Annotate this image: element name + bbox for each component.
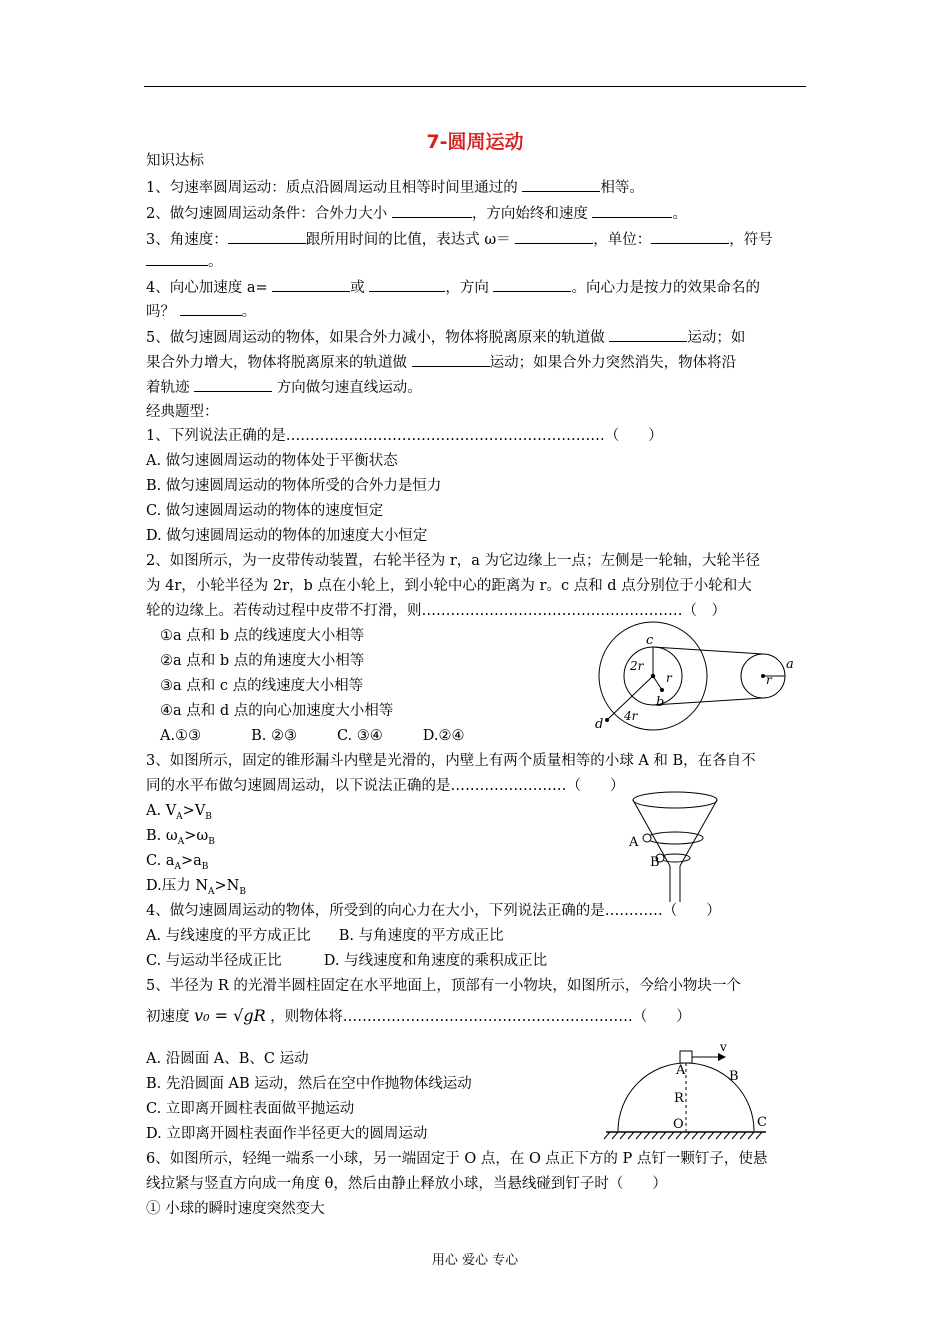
label-4r: 4r [624, 709, 638, 723]
q6-option-1: ① 小球的瞬时速度突然变大 [146, 1201, 325, 1217]
k5-text-c: 果合外力增大，物体将脱离原来的轨道做 [146, 355, 412, 371]
k3-blank-1 [228, 229, 306, 244]
q4-stem: 4、做匀速圆周运动的物体，所受到的向心力在大小，下列说法正确的是…………（ ） [146, 903, 721, 919]
k4-text-c: ，方向 [445, 280, 494, 296]
q3-option-a: A. $V_A>V_B$ [146, 803, 212, 822]
k4-blank-4 [180, 301, 242, 316]
q1-option-a: A. 做匀速圆周运动的物体处于平衡状态 [146, 453, 398, 469]
q5-line-2a: 初速度 [146, 1009, 190, 1025]
q3-line-2: 同的水平布做匀速圆周运动，以下说法正确的是……………………（ ） [146, 778, 625, 794]
k1-text-a: 1、匀速率圆周运动：质点沿圆周运动且相等时间里通过的 [146, 180, 523, 196]
q4-option-c: C. 与运动半径成正比 [146, 953, 282, 969]
k4-blank-1 [272, 277, 350, 292]
q5-line-1: 5、半径为 R 的光滑半圆柱固定在水平地面上，顶部有一小物块，如图所示，今给小物块一个 [146, 978, 741, 994]
k4-text-d: 。向心力是按力的效果命名的 [571, 280, 760, 296]
k5-text-b: 运动；如 [687, 330, 746, 346]
k5-text-e: 着轨迹 [146, 380, 195, 396]
q2-answer-d: D.②④ [422, 728, 465, 744]
k3-blank-2 [515, 229, 593, 244]
k2-text-a: 2、做匀速圆周运动条件：合外力大小 [146, 206, 392, 222]
q1-option-c: C. 做匀速圆周运动的物体的速度恒定 [146, 503, 384, 519]
header-rule [144, 86, 806, 87]
orbit-a [647, 832, 703, 844]
k5-line-3 [146, 377, 422, 398]
label-ball-b: B [650, 855, 660, 870]
k2-line [146, 203, 687, 224]
q2-line-2: 为 4r，小轮半径为 2r，b 点在小轮上，到小轮中心的距离为 r。c 点和 d 点分别位于小轮和大 [146, 578, 752, 594]
q4-option-d: D. 与线速度和角速度的乘积成正比 [323, 953, 548, 969]
q5-line-2b: ，则物体将……………………………………………………（ ） [270, 1009, 691, 1025]
label-b: b [656, 695, 665, 710]
q1-option-b: B. 做匀速圆周运动的物体所受的合外力是恒力 [146, 478, 442, 494]
k5-blank-2 [412, 352, 490, 367]
q2-answer-b: B. ②③ [251, 728, 297, 744]
belt-drive-figure [590, 620, 800, 732]
center-dot [651, 674, 655, 678]
label-r-right: r [766, 673, 772, 687]
belt-bottom [653, 698, 763, 705]
funnel-right-wall [680, 800, 717, 866]
page-footer: 用心 爱心 专心 [431, 1253, 519, 1268]
k3-text-a: 3、角速度： [146, 232, 228, 248]
k5-text-a: 5、做匀速圆周运动的物体，如果合外力减小，物体将脱离原来的轨道做 [146, 330, 610, 346]
k3-text-d: ，符号 [729, 232, 773, 248]
k1-blank [522, 177, 600, 192]
k2-blank-2 [592, 203, 672, 218]
q5-option-d: D. 立即离开圆柱表面作半径更大的圆周运动 [146, 1126, 428, 1142]
q5-option-c: C. 立即离开圆柱表面做平抛运动 [146, 1101, 355, 1117]
q3-option-c: C. $a_A>a_B$ [146, 853, 209, 872]
page-title: 7-圆周运动 [426, 131, 524, 153]
q5-option-a: A. 沿圆面 A、B、C 运动 [146, 1051, 309, 1067]
label-2r: 2r [630, 659, 644, 673]
q2-option-1: ①a 点和 b 点的线速度大小相等 [160, 628, 365, 644]
k5-line-2 [146, 352, 736, 373]
point-d-dot [605, 718, 609, 722]
label-b: B [729, 1069, 739, 1084]
q1-option-d: D. 做匀速圆周运动的物体的加速度大小恒定 [146, 528, 428, 544]
k1-line [146, 177, 644, 198]
q5-formula: v₀ = √gR [194, 1006, 266, 1025]
k4-line-2 [146, 301, 256, 322]
k5-blank-3 [194, 377, 272, 392]
belt-top [653, 647, 763, 654]
label-d: d [595, 717, 604, 732]
funnel-rim [633, 792, 717, 808]
funnel-figure [620, 790, 730, 904]
q3-option-b: B. $\omega_A>\omega_B$ [146, 828, 215, 847]
k4-line [146, 277, 760, 298]
half-cylinder-figure [600, 1040, 780, 1140]
radius-r [653, 676, 662, 690]
k4-blank-3 [493, 277, 571, 292]
k4-text-a: 4、向心加速度 a= [146, 280, 273, 296]
k3-blank-3 [651, 229, 729, 244]
right-center-dot [761, 674, 765, 678]
k4-blank-2 [369, 277, 445, 292]
q2-answer-c: C. ③④ [336, 728, 383, 744]
k5-line-1 [146, 327, 745, 348]
q5-line-2 [146, 1006, 691, 1027]
label-r: R [674, 1091, 684, 1106]
k2-text-b: ，方向始终和速度 [471, 206, 593, 222]
k4-text-b: 或 [350, 280, 370, 296]
q2-option-2: ②a 点和 b 点的角速度大小相等 [160, 653, 365, 669]
q2-line-1: 2、如图所示，为一皮带传动装置，右轮半径为 r，a 为它边缘上一点；左侧是一轮轴，大轮半径 [146, 553, 761, 569]
k3-line-2 [146, 251, 223, 272]
k3-blank-4 [146, 251, 208, 266]
label-a: a [786, 657, 794, 672]
point-b-dot [660, 688, 664, 692]
section-knowledge: 知识达标 [146, 153, 204, 169]
q2-line-3: 轮的边缘上。若传动过程中皮带不打滑，则………………………………………………（ ） [146, 603, 726, 619]
k2-text-c: 。 [672, 206, 687, 222]
k4-text-e: 吗？ [146, 304, 180, 320]
k5-text-d: 运动；如果合外力突然消失，物体将沿 [489, 355, 737, 371]
q6-line-2: 线拉紧与竖直方向成一角度 θ，然后由静止释放小球，当悬线碰到钉子时（ ） [146, 1176, 667, 1192]
q2-option-3: ③a 点和 c 点的线速度大小相等 [160, 678, 364, 694]
q2-option-4: ④a 点和 d 点的向心加速度大小相等 [160, 703, 394, 719]
label-v: v [720, 1040, 727, 1054]
label-a: A [676, 1063, 686, 1078]
label-r: r [666, 671, 672, 685]
k5-text-f: 方向做匀速直线运动。 [272, 380, 422, 396]
label-o: O [673, 1117, 684, 1132]
k4-text-f: 。 [241, 304, 257, 320]
block [680, 1051, 692, 1063]
velocity-arrowhead [718, 1053, 726, 1061]
q1-stem: 1、下列说法正确的是…………………………………………………………（ ） [146, 428, 663, 444]
q5-option-b: B. 先沿圆面 AB 运动，然后在空中作抛物体线运动 [146, 1076, 472, 1092]
k3-text-c: ，单位： [593, 232, 652, 248]
label-c: C [757, 1115, 767, 1130]
ground-hatch [604, 1132, 762, 1139]
k3-text-e: 。 [208, 254, 223, 270]
q4-options-row-2 [146, 951, 547, 971]
q3-option-d: D.压力 $N_A>N_B$ [146, 878, 246, 897]
section-classic: 经典题型： [146, 404, 219, 420]
k5-blank-1 [609, 327, 687, 342]
label-c: c [646, 633, 654, 648]
k3-text-b: 跟所用时间的比值，表达式 ω＝ [305, 232, 516, 248]
k2-blank-1 [392, 203, 472, 218]
q4-option-b: B. 与角速度的平方成正比 [338, 928, 504, 944]
k3-line [146, 229, 773, 250]
q4-option-a: A. 与线速度的平方成正比 [146, 928, 311, 944]
q6-line-1: 6、如图所示，轻绳一端系一小球，另一端固定于 O 点，在 O 点正下方的 P 点钉一颗钉子，使悬 [146, 1151, 768, 1167]
label-ball-a: A [629, 835, 639, 850]
q3-line-1: 3、如图所示，固定的锥形漏斗内壁是光滑的，内壁上有两个质量相等的小球 A 和 B，在各自不 [146, 753, 756, 769]
k1-text-b: 相等。 [600, 180, 644, 196]
q2-answer-a: A.①③ [160, 728, 202, 744]
q2-answer-row [160, 726, 464, 746]
ball-a [643, 834, 651, 842]
q4-options-row-1 [146, 926, 504, 946]
